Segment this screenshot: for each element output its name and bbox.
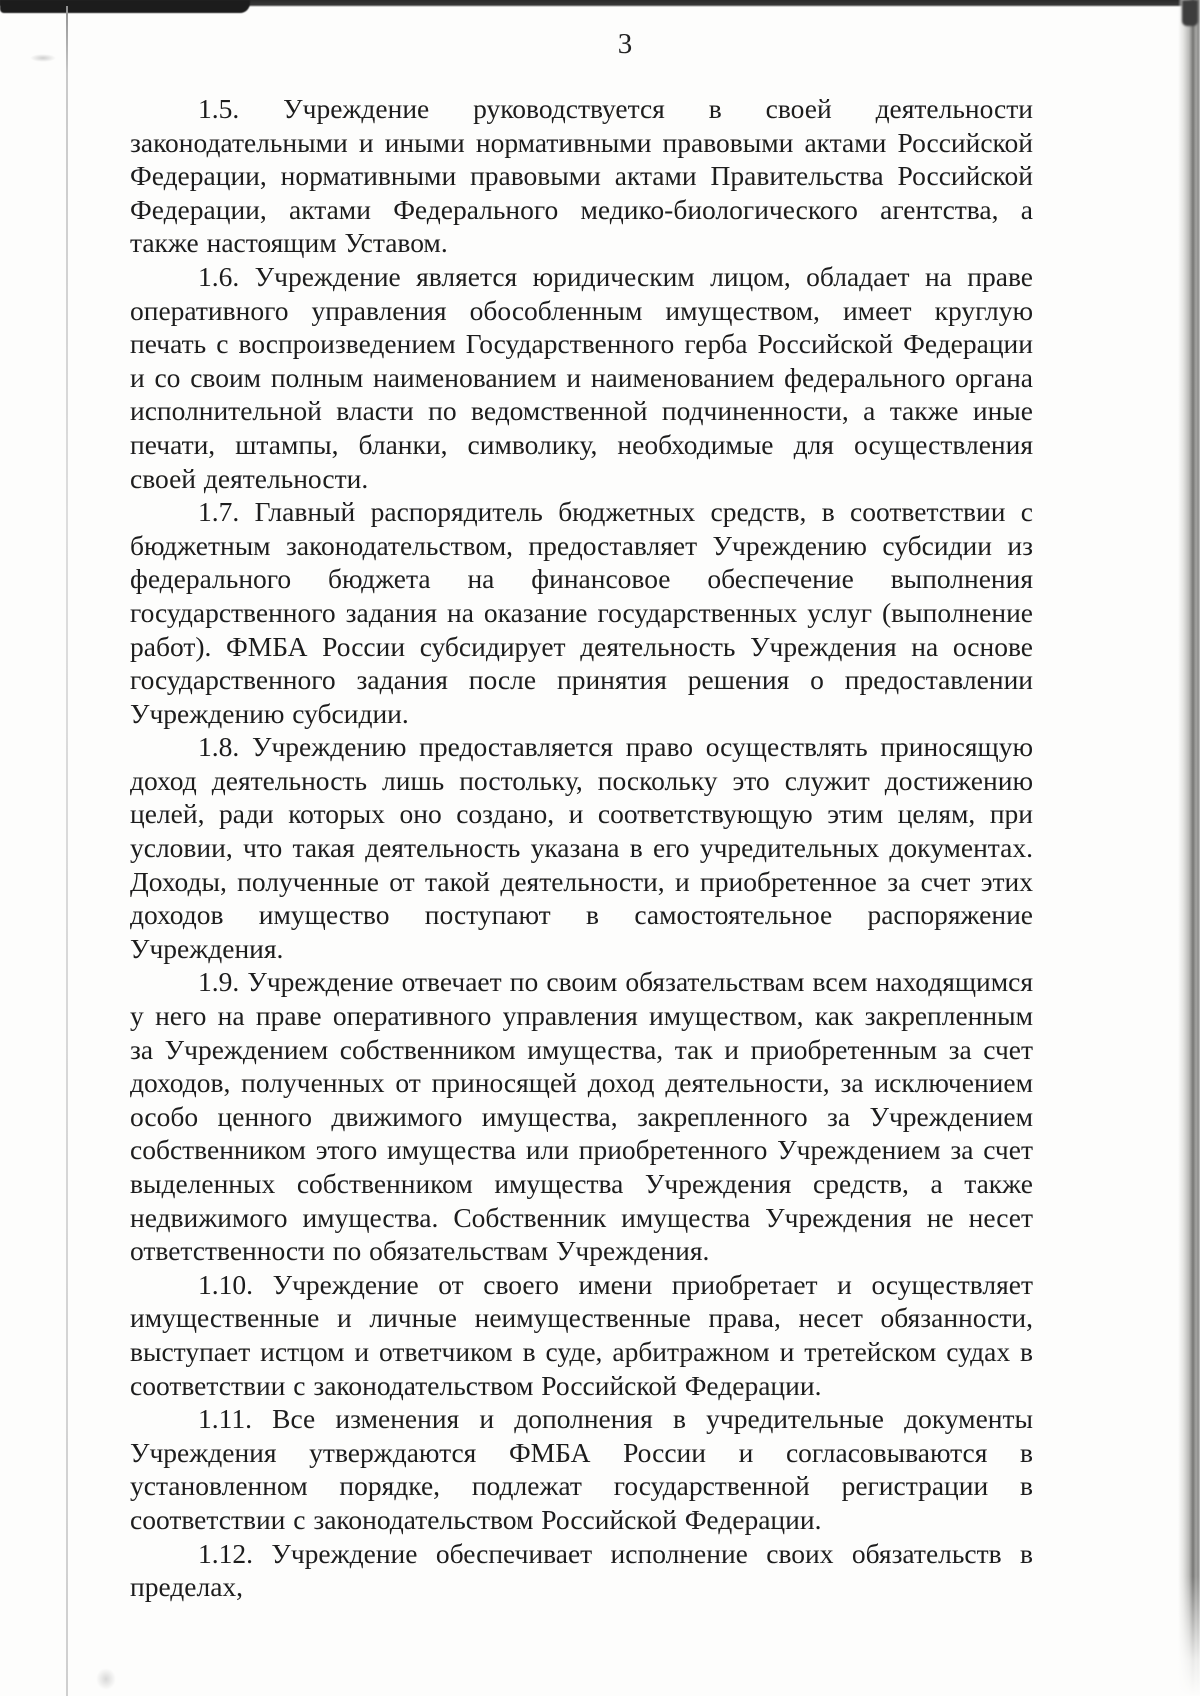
paragraph-1-8: 1.8. Учреждению предоставляется право осуществлять приносящую доход деятельность лишь постольку, поскольку это служит достижению целей, ради которых оно создано, и соответствующую этим целям, при условии, что такая деятельность указана в его учредительных документах. Доходы, полученные от такой деятельности, и приобретенное за счет этих доходов имущество поступают в самостоятельное распоряжение Учреждения. (130, 731, 1033, 964)
paragraph-1-9: 1.9. Учреждение отвечает по своим обязательствам всем находящимся у него на праве оперативного управления имуществом, как закрепленным за Учреждением собственником имущества, так и приобретенным за счет доходов, полученных от приносящей доход деятельности, за исключением особо ценного движимого имущества, закрепленного за Учреждением собственником этого имущества или приобретенного Учреждением за счет выделенных собственником имущества Учреждения средств, а также недвижимого имущества. Собственник имущества Учреждения не несет ответственности по обязательствам Учреждения. (130, 966, 1033, 1267)
paragraph-1-7: 1.7. Главный распорядитель бюджетных средств, в соответствии с бюджетным законодательством, предоставляет Учреждению субсидии из федерального бюджета на финансовое обеспечение выполнения государственного задания на оказание государственных услуг (выполнение работ). ФМБА России субсидирует деятельность Учреждения на основе государственного задания после принятия решения о предоставлении Учреждению субсидии. (130, 496, 1033, 729)
document-body (130, 92, 1033, 1604)
scan-right-spine-shadow (1178, 0, 1200, 1696)
page-number: 3 (617, 28, 633, 60)
paragraph-1-5: 1.5. Учреждение руководствуется в своей деятельности законодательными и иными нормативными правовыми актами Российской Федерации, нормативными правовыми актами Правительства Российской Федерации, актами Федерального медико-биологического агентства, а также настоящим Уставом. (130, 93, 1033, 259)
scan-smudge-artifact (96, 1668, 116, 1690)
paragraph-1-6: 1.6. Учреждение является юридическим лицом, обладает на праве оперативного управления обособленным имуществом, имеет круглую печать с воспроизведением Государственного герба Российской Федерации и со своим полным наименованием и наименованием федерального органа исполнительной власти по ведомственной подчиненности, а также иные печати, штампы, бланки, символику, необходимые для осуществления своей деятельности. (130, 260, 1033, 494)
scan-left-fold-line (66, 6, 68, 1696)
scan-smudge-artifact (30, 54, 56, 62)
paragraph-1-12: 1.12. Учреждение обеспечивает исполнение своих обязательств в пределах, (130, 1537, 1033, 1603)
scan-top-edge-dark-corner (0, 0, 250, 13)
paragraph-1-11: 1.11. Все изменения и дополнения в учредительные документы Учреждения утверждаются ФМБА России и согласовываются в установленном порядке, подлежат государственной регистрации в соответствии с законодательством Российской Федерации. (130, 1403, 1033, 1535)
paragraph-1-10: 1.10. Учреждение от своего имени приобретает и осуществляет имущественные и личные неимущественные права, несет обязанности, выступает истцом и ответчиком в суде, арбитражном и третейском судах в соответствии с законодательством Российской Федерации. (130, 1268, 1033, 1401)
